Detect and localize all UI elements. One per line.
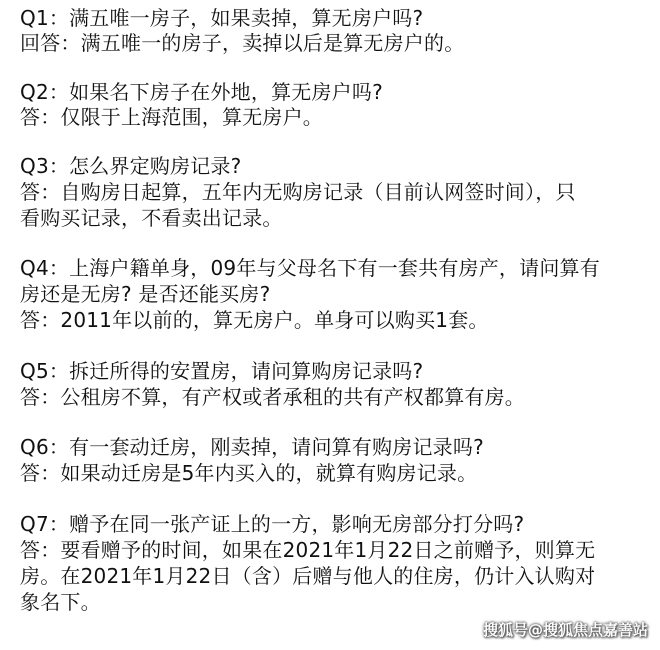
watermark: 搜狐号@搜狐焦点嘉善站 xyxy=(482,621,648,639)
faq-q1-question: Q1：满五唯一房子，如果卖掉，算无房户吗? xyxy=(20,6,424,30)
faq-q7-answer-line1: 答：要看赠予的时间，如果在2021年1月22日之前赠予，则算无 xyxy=(20,538,596,562)
faq-q6-question: Q6：有一套动迁房，刚卖掉，请问算有购房记录吗? xyxy=(20,435,484,459)
faq-q7-answer-line3: 象名下。 xyxy=(20,590,101,614)
faq-q4-answer: 答：2011年以前的，算无房户。单身可以购买1套。 xyxy=(20,308,489,332)
faq-q4-question-line1: Q4：上海户籍单身，09年与父母名下有一套共有房产，请问算有 xyxy=(20,256,600,280)
faq-q3-answer-line2: 看购买记录，不看卖出记录。 xyxy=(20,206,283,230)
faq-q2-question: Q2：如果名下房子在外地，算无房户吗? xyxy=(20,80,383,104)
faq-q1-answer: 回答：满五唯一的房子，卖掉以后是算无房户的。 xyxy=(20,31,465,55)
faq-q5-question: Q5：拆迁所得的安置房，请问算购房记录吗? xyxy=(20,359,424,383)
faq-q3-question: Q3：怎么界定购房记录? xyxy=(20,154,242,178)
faq-q7-answer-line2: 房。在2021年1月22日（含）后赠与他人的住房，仍计入认购对 xyxy=(20,564,596,588)
faq-q7-question: Q7：赠予在同一张产证上的一方，影响无房部分打分吗? xyxy=(20,512,525,536)
faq-q2-answer: 答：仅限于上海范围，算无房户。 xyxy=(20,105,323,129)
faq-q3-answer-line1: 答：自购房日起算，五年内无购房记录（目前认网签时间），只 xyxy=(20,180,576,204)
faq-q6-answer: 答：如果动迁房是5年内买入的，就算有购房记录。 xyxy=(20,461,478,485)
faq-q4-question-line2: 房还是无房? 是否还能买房? xyxy=(20,282,271,306)
faq-q5-answer: 答：公租房不算，有产权或者承租的共有产权都算有房。 xyxy=(20,385,525,409)
